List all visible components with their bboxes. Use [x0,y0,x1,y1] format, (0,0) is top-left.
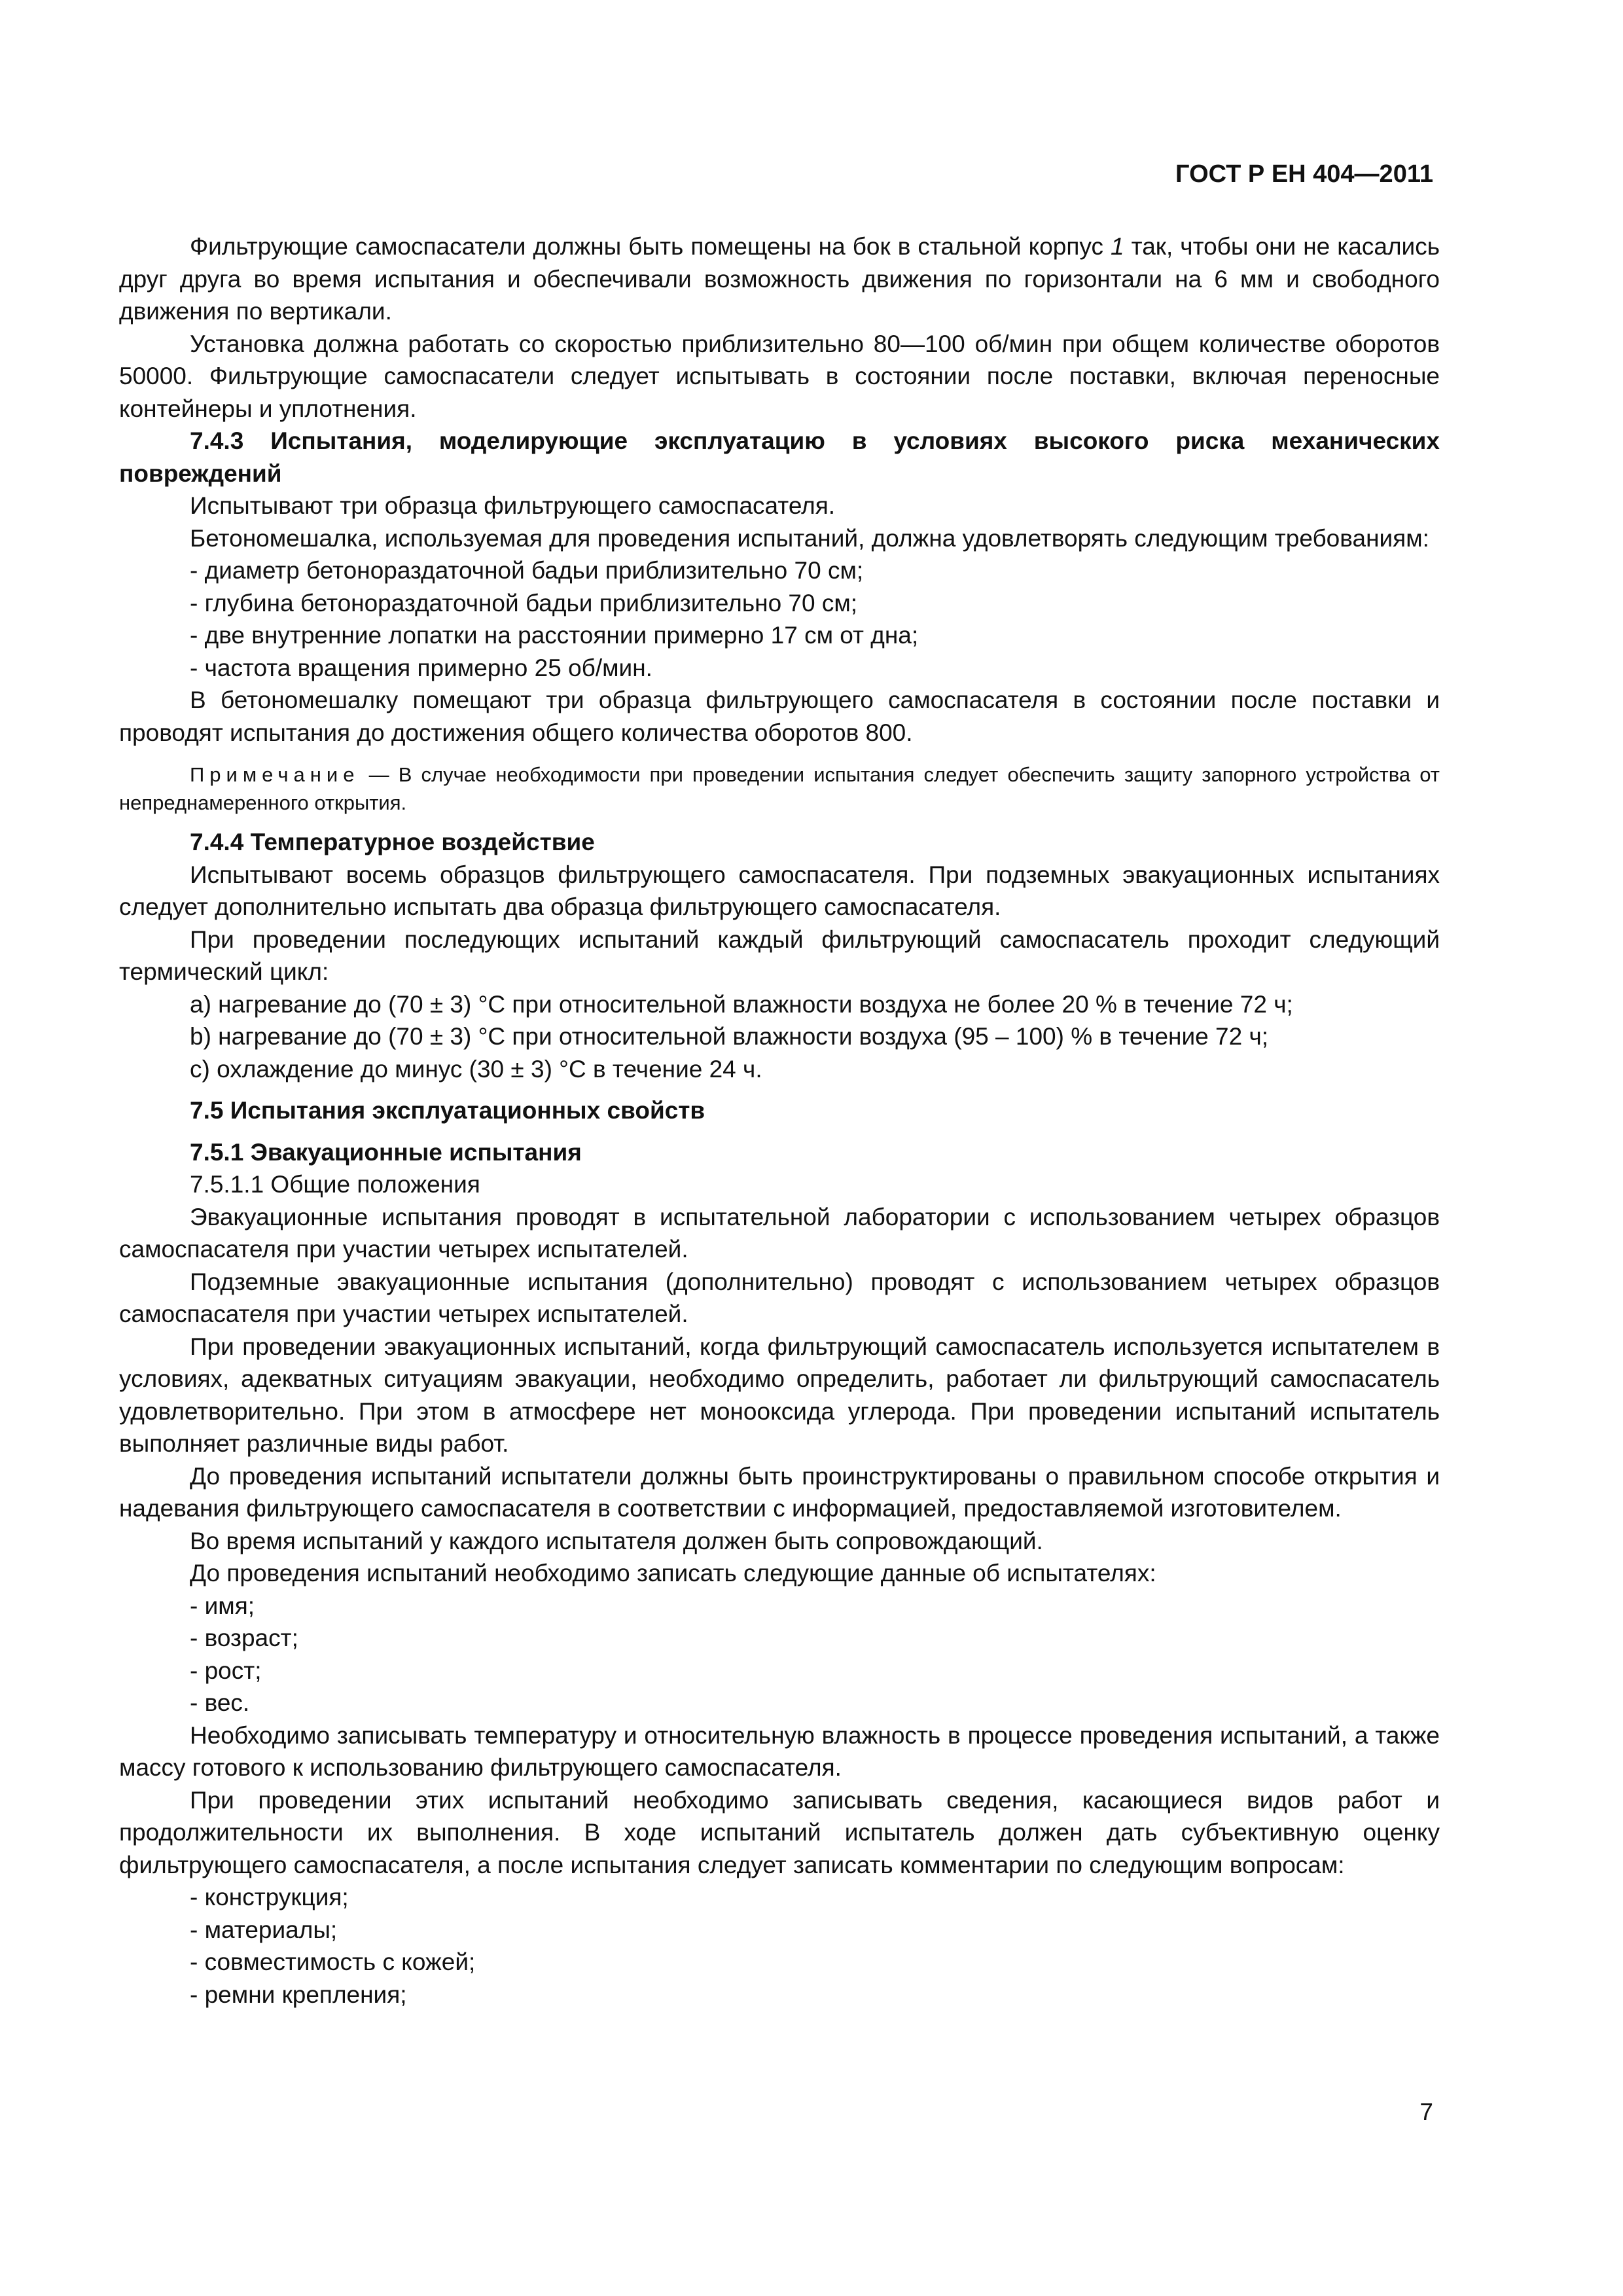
note-label: Примечание [190,763,360,786]
list-item: - совместимость с кожей; [190,1948,476,1975]
list-item: - глубина бетонораздаточной бадьи приблизительно 70 см; [190,589,858,617]
section-heading-7-5: 7.5 Испытания эксплуатационных свойств [190,1097,705,1124]
subsection-heading-7-5-1-1: 7.5.1.1 Общие положения [190,1171,480,1198]
list-item: - конструкция; [190,1884,349,1910]
paragraph: Необходимо записывать температуру и относительную влажность в процессе проведения испытаний, а также массу готового к использованию фильтрующего самоспасателя. [119,1721,1440,1781]
paragraph: Испытывают три образца фильтрующего самоспасателя. [190,492,836,519]
paragraph: Бетономешалка, используемая для проведения испытаний, должна удовлетворять следующим требованиям: [190,524,1429,552]
list-item: - диаметр бетонораздаточной бадьи приблизительно 70 см; [190,557,864,584]
paragraph: Подземные эвакуационные испытания (дополнительно) проводят с использованием четырех образцов самоспасателя при участии четырех испытателей. [119,1268,1440,1327]
paragraph-text: Фильтрующие самоспасатели должны быть помещены на бок в стальной корпус [190,233,1111,260]
section-heading-7-5-1: 7.5.1 Эвакуационные испытания [190,1138,582,1166]
list-item: - имя; [190,1592,255,1619]
list-item: - ремни крепления; [190,1981,407,2008]
paragraph-text: так, чтобы они не касались друг друга во время испытания и обеспечивали возможность движения по горизонтали на 6 мм и свободного движения по вертикали. [119,233,1440,325]
paragraph: До проведения испытаний испытатели должны быть проинструктированы о правильном способе открытия и надевания фильтрующего самоспасателя в соответствии с информацией, предоставляемой изготовителем. [119,1462,1440,1522]
paragraph: Эвакуационные испытания проводят в испытательной лаборатории с использованием четырех образцов самоспасателя при участии четырех испытателей. [119,1203,1440,1263]
reference-number: 1 [1111,233,1124,260]
section-heading-7-4-4: 7.4.4 Температурное воздействие [190,829,595,855]
list-item: - материалы; [190,1916,338,1943]
list-item: - возраст; [190,1624,298,1651]
list-item: c) охлаждение до минус (30 ± 3) °С в течение 24 ч. [190,1055,762,1083]
paragraph [119,230,1440,328]
paragraph: При проведении последующих испытаний каждый фильтрующий самоспасатель проходит следующий термический цикл: [119,925,1440,985]
paragraph: При проведении этих испытаний необходимо записывать сведения, касающиеся видов работ и продолжительности их выполнения. В ходе испытаний испытатель должен дать субъективную оценку фильтрующего самоспасателя, а после испытания следует записать комментарии по следующим вопросам: [119,1786,1440,1878]
page-number: 7 [1419,2098,1433,2125]
standard-code: ГОСТ Р ЕН 404—2011 [1175,160,1433,188]
paragraph: До проведения испытаний необходимо записать следующие данные об испытателях: [190,1560,1156,1587]
paragraph: В бетономешалку помещают три образца фильтрующего самоспасателя в состоянии после поставки и проводят испытания до достижения общего количества оборотов 800. [119,687,1440,746]
list-item: - вес. [190,1689,250,1716]
document-body [119,230,1440,2011]
note-text: — В случае необходимости при проведении испытания следует обеспечить защиту запорного устройства от непреднамеренного открытия. [119,763,1440,814]
paragraph: Испытывают восемь образцов фильтрующего самоспасателя. При подземных эвакуационных испытаниях следует дополнительно испытать два образца фильтрующего самоспасателя. [119,861,1440,920]
list-item: - частота вращения примерно 25 об/мин. [190,654,652,681]
paragraph: Установка должна работать со скоростью приблизительно 80—100 об/мин при общем количестве оборотов 50000. Фильтрующие самоспасатели следует испытывать в состоянии после поставки, включая переносные контейнеры и уплотнения. [119,330,1440,422]
list-item: - рост; [190,1657,262,1684]
list-item: b) нагревание до (70 ± 3) °С при относительной влажности воздуха (95 – 100) % в течение 72 ч; [190,1023,1268,1050]
note [119,761,1440,817]
list-item: a) нагревание до (70 ± 3) °С при относительной влажности воздуха не более 20 % в течение 72 ч; [190,990,1293,1018]
section-heading-7-4-3: 7.4.3 Испытания, моделирующие эксплуатацию в условиях высокого риска механических повреждений [119,427,1440,487]
paragraph: При проведении эвакуационных испытаний, когда фильтрующий самоспасатель используется испытателем в условиях, адекватных ситуациям эвакуации, необходимо определить, работает ли фильтрующий самоспасатель удовлетворительно. При этом в атмосфере нет монооксида углерода. При проведении испытаний испытатель выполняет различные виды работ. [119,1333,1440,1457]
list-item: - две внутренние лопатки на расстоянии примерно 17 см от дна; [190,622,919,649]
paragraph: Во время испытаний у каждого испытателя должен быть сопровождающий. [190,1527,1043,1554]
